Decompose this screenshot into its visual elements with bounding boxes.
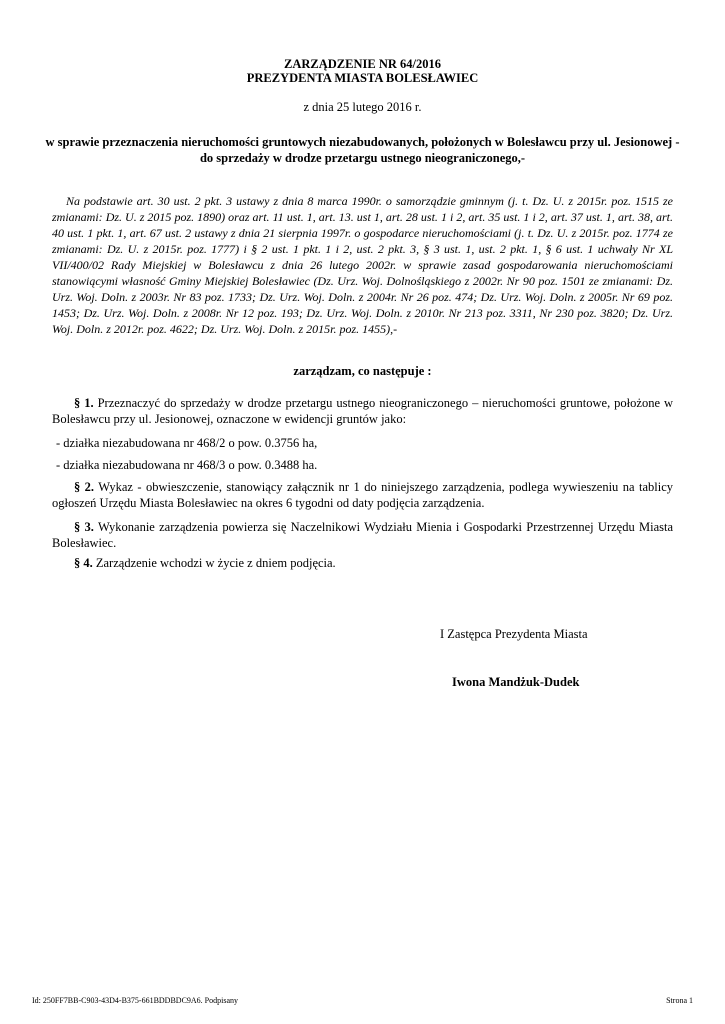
footer-page-number: Strona 1 [666,996,693,1005]
section-3 [52,519,673,551]
section-3-label: § 3. [74,520,94,534]
document-date: z dnia 25 lutego 2016 r. [303,100,422,114]
section-1-label: § 1. [74,396,94,410]
decree-line: zarządzam, co następuje : [293,364,432,378]
signatory-role: I Zastępca Prezydenta Miasta [440,627,588,641]
section-4-text: Zarządzenie wchodzi w życie z dniem podjęcia. [95,556,336,570]
section-1-text: Przeznaczyć do sprzedaży w drodze przetargu ustnego nieograniczonego – nieruchomości gruntowe, położone w Bolesławcu przy ul. Jesionowej, oznaczone w ewidencji gruntów jako: [52,396,674,426]
legal-basis: Na podstawie art. 30 ust. 2 pkt. 3 ustawy z dnia 8 marca 1990r. o samorządzie gminnym (j. t. Dz. U. z 2015r. poz. 1515 ze zmianami: Dz. U. z 2015 poz. 1890) oraz art. 11 ust. 1, art. 13. ust 1, art. 28 ust. 1 i 2, art. 35 ust. 1 i 2, art. 37 ust. 1, art. 38, art. 40 ust. 1 pkt. 1, art. 67 ust. 2 ustawy z dnia 21 sierpnia 1997r. o gospodarce nieruchomościami (j. t. Dz. U. z 2015r. poz. 1774 ze zmianami: Dz. U. z 2015r. poz. 1777) i § 2 ust. 1 pkt. 1 i 2, ust. 2 pkt. 3, § 3 ust. 1, ust. 2 pkt. 1, § 6 ust. 1 uchwały Nr XL VII/400/02 Rady Miejskiej w Bolesławcu z dnia 26 lutego 2002r. w sprawie zasad gospodarowania nieruchomościami stanowiącymi własność Gminy Miejskiej Bolesławiec (Dz. Urz. Woj. Dolnośląskiego z 2002r. Nr 90 poz. 1501 ze zmianami: Dz. Urz. Woj. Doln. z 2003r. Nr 83 poz. 1733; Dz. Urz. Woj. Doln. z 2004r. Nr 26 poz. 474; Dz. Urz. Woj. Doln. z 2005r. Nr 69 poz. 1453; Dz. Urz. Woj. Doln. z 2008r. Nr 12 poz. 193; Dz. Urz. Woj. Doln. z 2010r. Nr 213 poz. 3311, Nr 230 poz. 3820; Dz. Urz. Woj. Doln. z 2012r. poz. 4622; Dz. Urz. Woj. Doln. z 2015r. poz. 1455),- [52,194,673,336]
footer-document-id: Id: 250FF7BB-C903-43D4-B375-661BDDBDC9A6. Podpisany [32,996,239,1005]
section-2-text: Wykaz - obwieszczenie, stanowiący załącznik nr 1 do niniejszego zarządzenia, podlega wywieszeniu na tablicy ogłoszeń Urzędu Miasta Bolesławiec na okres 6 tygodni od daty podjęcia zarządzenia. [52,480,673,510]
section-2-label: § 2. [74,480,95,494]
section-4-label: § 4. [74,556,93,570]
section-3-text: Wykonanie zarządzenia powierza się Naczelnikowi Wydziału Mienia i Gospodarki Przestrzennej Urzędu Miasta Bolesławiec. [52,520,674,550]
title-line-1: ZARZĄDZENIE NR 64/2016 [284,57,441,71]
signatory-name: Iwona Mandżuk-Dudek [452,675,580,689]
plot-item-2: - działka niezabudowana nr 468/3 o pow. 0.3488 ha. [56,458,318,472]
document-title [0,57,725,85]
section-2 [52,479,673,511]
document-subject: w sprawie przeznaczenia nieruchomości gruntowych niezabudowanych, położonych w Bolesławcu przy ul. Jesionowej - do sprzedaży w drodze przetargu ustnego nieograniczonego,- [45,135,680,165]
title-line-2: PREZYDENTA MIASTA BOLESŁAWIEC [246,71,479,85]
section-4 [52,555,673,571]
plot-item-1: - działka niezabudowana nr 468/2 o pow. 0.3756 ha, [56,436,318,450]
section-1 [52,395,673,427]
